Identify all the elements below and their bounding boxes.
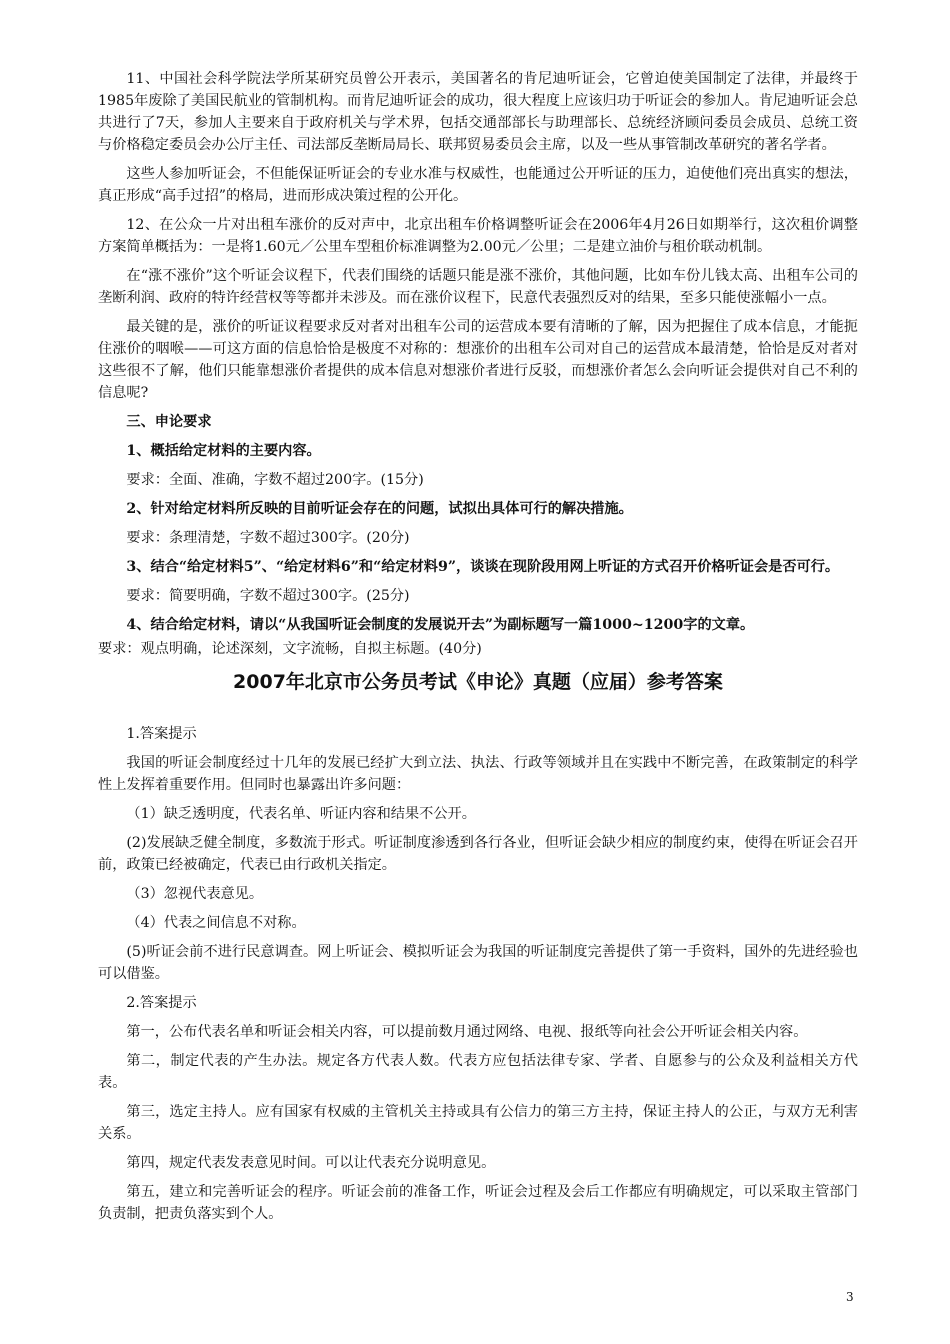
answer-1-intro: 我国的听证会制度经过十几年的发展已经扩大到立法、执法、行政等领域并且在实践中不断完善，在政策制定的科学性上发挥着重要作用。但同时也暴露出许多问题： — [98, 755, 858, 793]
answer-2-item-2: 第二，制定代表的产生办法。规定各方代表人数。代表方应包括法律专家、学者、自愿参与的公众及利益相关方代表。 — [98, 1053, 858, 1091]
question-3-requirement: 要求：简要明确，字数不超过300字。(25分) — [126, 588, 410, 604]
answer-2-heading: 2.答案提示 — [126, 995, 197, 1011]
document-body — [98, 68, 858, 1232]
answer-1-item-4: （4）代表之间信息不对称。 — [126, 915, 306, 931]
question-4-requirement: 要求：观点明确，论述深刻，文字流畅，自拟主标题。(40分) — [98, 641, 482, 657]
material-11: 11、中国社会科学院法学所某研究员曾公开表示，美国著名的肯尼迪听证会，它曾迫使美国制定了法律，并最终于1985年废除了美国民航业的管制机构。而肯尼迪听证会的成功，很大程度上应该归功于听证会的参加人。肯尼迪听证会总共进行了7天，参加人主要来自于政府机关与学术界，包括交通部部长与助理部长、总统经济顾问委员会成员、总统工资与价格稳定委员会办公厅主任、司法部反垄断局局长、联邦贸易委员会主席，以及一些从事管制改革研究的著名学者。 — [98, 71, 858, 153]
answer-1-item-2: (2)发展缺乏健全制度，多数流于形式。听证制度渗透到各行各业，但听证会缺少相应的制度约束，使得在听证会召开前，政策已经被确定，代表已由行政机关指定。 — [98, 835, 858, 873]
question-1: 1、概括给定材料的主要内容。 — [126, 443, 321, 459]
question-2-requirement: 要求：条理清楚，字数不超过300字。(20分) — [126, 530, 410, 546]
answer-1-heading: 1.答案提示 — [126, 726, 197, 742]
page-number: 3 — [846, 1290, 854, 1304]
requirements-heading: 三、申论要求 — [126, 414, 212, 430]
answer-2-item-1: 第一，公布代表名单和听证会相关内容，可以提前数月通过网络、电视、报纸等向社会公开听证会相关内容。 — [126, 1024, 808, 1040]
answer-1-item-1: （1）缺乏透明度，代表名单、听证内容和结果不公开。 — [126, 806, 476, 822]
answer-2-item-4: 第四，规定代表发表意见时间。可以让代表充分说明意见。 — [126, 1155, 496, 1171]
material-12-cont-2: 最关键的是，涨价的听证议程要求反对者对出租车公司的运营成本要有清晰的了解，因为把握住了成本信息，才能扼住涨价的咽喉——可这方面的信息恰恰是极度不对称的：想涨价的出租车公司对自己的运营成本最清楚，恰恰是反对者对这些很不了解，他们只能靠想涨价者提供的成本信息对想涨价者进行反驳，而想涨价者怎么会向听证会提供对自己不利的信息呢? — [98, 319, 858, 401]
question-3: 3、结合“给定材料5”、“给定材料6”和“给定材料9”，谈谈在现阶段用网上听证的方式召开价格听证会是否可行。 — [126, 559, 840, 575]
question-2: 2、针对给定材料所反映的目前听证会存在的问题，试拟出具体可行的解决措施。 — [126, 501, 633, 517]
material-12: 12、在公众一片对出租车涨价的反对声中，北京出租车价格调整听证会在2006年4月26日如期举行，这次租价调整方案简单概括为：一是将1.60元／公里车型租价标准调整为2.00元／公里；二是建立油价与租价联动机制。 — [98, 217, 858, 255]
answer-2-item-3: 第三，选定主持人。应有国家有权威的主管机关主持或具有公信力的第三方主持，保证主持人的公正，与双方无利害关系。 — [98, 1104, 858, 1142]
material-11-cont: 这些人参加听证会，不但能保证听证会的专业水准与权威性，也能通过公开听证的压力，迫使他们亮出真实的想法，真正形成“高手过招”的格局，进而形成决策过程的公开化。 — [98, 166, 858, 204]
answer-1-item-5: (5)听证会前不进行民意调查。网上听证会、模拟听证会为我国的听证制度完善提供了第一手资料，国外的先进经验也可以借鉴。 — [98, 944, 858, 982]
material-12-cont-1: 在“涨不涨价”这个听证会议程下，代表们围绕的话题只能是涨不涨价，其他问题，比如车份儿钱太高、出租车公司的垄断利润、政府的特许经营权等等都并未涉及。而在涨价议程下，民意代表强烈反对的结果，至多只能使涨幅小一点。 — [98, 268, 858, 306]
answer-1-item-3: （3）忽视代表意见。 — [126, 886, 264, 902]
answer-title: 2007年北京市公务员考试《申论》真题（应届）参考答案 — [233, 671, 723, 693]
question-1-requirement: 要求：全面、准确，字数不超过200字。(15分) — [126, 472, 424, 488]
question-4: 4、结合给定材料，请以“从我国听证会制度的发展说开去”为副标题写一篇1000~1200字的文章。 — [126, 617, 755, 633]
answer-2-item-5: 第五，建立和完善听证会的程序。听证会前的准备工作，听证会过程及会后工作都应有明确规定，可以采取主管部门负责制，把责负落实到个人。 — [98, 1184, 858, 1222]
